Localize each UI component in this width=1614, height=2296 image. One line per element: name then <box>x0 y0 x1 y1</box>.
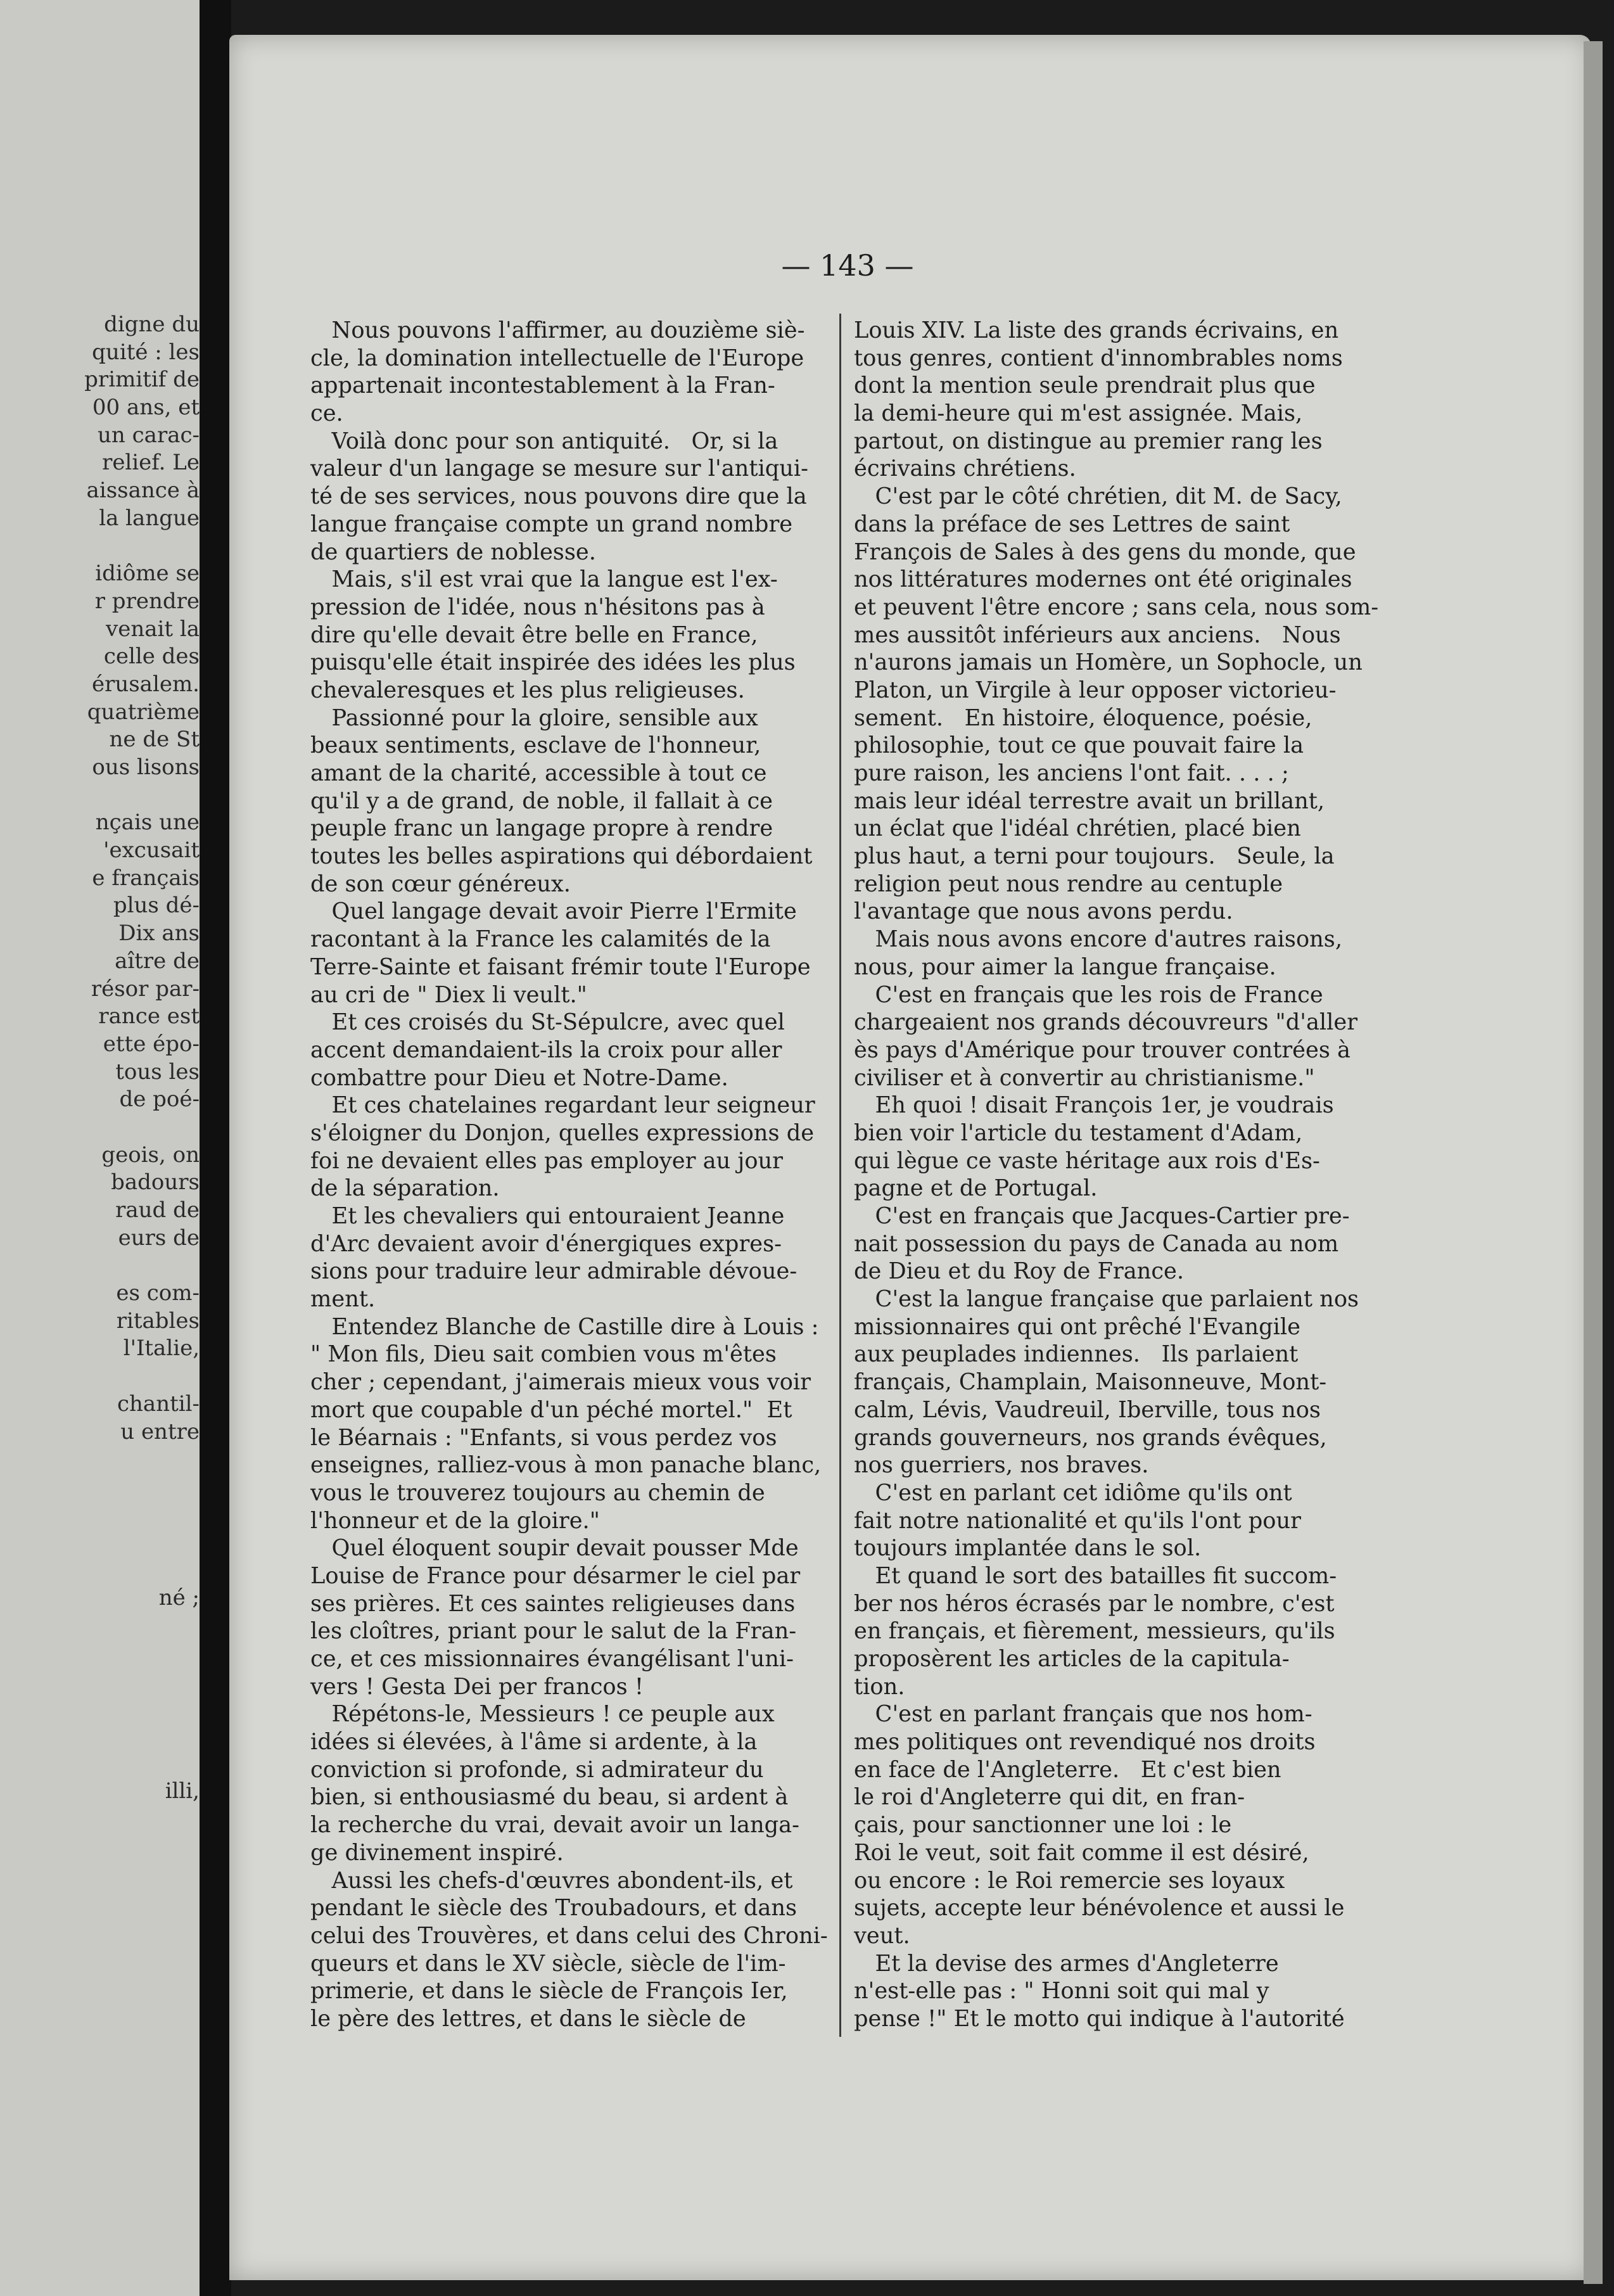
text-line: n'est-elle pas : " Honni soit qui mal y <box>854 1978 1269 2005</box>
text-line: Platon, un Virgile à leur opposer victorieu- <box>854 677 1337 703</box>
text-line: C'est la langue française que parlaient nos <box>854 1286 1359 1313</box>
fragment-line: r prendre <box>94 588 200 614</box>
text-line: Et ces chatelaines regardant leur seigneur <box>310 1092 815 1119</box>
fragment-line <box>0 1611 200 1639</box>
text-line: nait possession du pays de Canada au nom <box>854 1230 1339 1257</box>
text-line: ce. <box>310 400 343 427</box>
text-line: accent demandaient-ils la croix pour aller <box>310 1036 782 1063</box>
text-line: vous le trouverez toujours au chemin de <box>310 1479 765 1506</box>
text-line: langue française compte un grand nombre <box>310 511 793 537</box>
fragment-line: de poé- <box>119 1087 200 1113</box>
text-line: au cri de " Diex li veult." <box>310 981 587 1008</box>
fragment-line: celle des <box>103 644 200 670</box>
fragment-line: chantil- <box>117 1391 200 1417</box>
text-line: cher ; cependant, j'aimerais mieux vous voir <box>310 1369 811 1396</box>
text-line: philosophie, tout ce que pouvait faire la <box>854 732 1304 759</box>
text-line: Répétons-le, Messieurs ! ce peuple aux <box>310 1701 775 1728</box>
fragment-line: venait la <box>106 616 200 642</box>
fragment-line <box>0 1667 200 1695</box>
text-line: missionnaires qui ont prêché l'Evangile <box>854 1313 1300 1340</box>
text-line: fait notre nationalité et qu'ils l'ont pour <box>854 1507 1301 1534</box>
fragment-line <box>0 1556 200 1584</box>
fragment-line: ette épo- <box>103 1031 200 1057</box>
text-line: d'Arc devaient avoir d'énergiques expres- <box>310 1230 782 1257</box>
text-line: Et la devise des armes d'Angleterre <box>854 1950 1279 1977</box>
fragment-line: résor par- <box>91 976 200 1002</box>
text-line: C'est en français que Jacques-Cartier pre- <box>854 1203 1350 1229</box>
text-line: de son cœur généreux. <box>310 871 571 897</box>
fragment-line: Dix ans <box>118 921 200 947</box>
text-line: la demi-heure qui m'est assignée. Mais, <box>854 400 1303 427</box>
text-line: le père des lettres, et dans le siècle de <box>310 2005 746 2032</box>
text-line: mort que coupable d'un péché mortel." Et <box>310 1396 792 1423</box>
text-line: Eh quoi ! disait François 1er, je voudrais <box>854 1092 1334 1119</box>
text-line: té de ses services, nous pouvons dire que la <box>310 483 807 510</box>
fragment-line: ous lisons <box>92 755 200 780</box>
text-line: C'est par le côté chrétien, dit M. de Sacy, <box>854 483 1342 510</box>
fragment-line: 00 ans, et <box>92 395 200 421</box>
fragment-line: tous les <box>115 1059 200 1085</box>
text-line: qui lègue ce vaste héritage aux rois d'Es- <box>854 1147 1320 1174</box>
fragment-line: né ; <box>158 1585 200 1610</box>
text-line: vers ! Gesta Dei per francos ! <box>310 1673 644 1700</box>
fragment-line <box>0 1251 200 1279</box>
text-line: enseignes, ralliez-vous à mon panache blanc, <box>310 1452 822 1479</box>
page-edge-shadow <box>1584 41 1603 2284</box>
text-line: racontant à la France les calamités de la <box>310 926 771 953</box>
text-line: Voilà donc pour son antiquité. Or, si la <box>310 428 778 454</box>
fragment-line: ne de St <box>109 727 200 753</box>
text-line: sions pour traduire leur admirable dévoue- <box>310 1258 797 1285</box>
text-line: l'honneur et de la gloire." <box>310 1507 600 1534</box>
text-line: ce, et ces missionnaires évangélisant l'uni- <box>310 1646 794 1672</box>
text-line: chargeaient nos grands découvreurs "d'aller <box>854 1009 1358 1036</box>
page-number: — 143 — <box>781 248 914 283</box>
fragment-line: aissance à <box>86 478 200 504</box>
text-line: C'est en parlant cet idiôme qu'ils ont <box>854 1479 1292 1506</box>
text-line: bien, si enthousiasmé du beau, si ardent à <box>310 1784 789 1811</box>
text-line: dont la mention seule prendrait plus que <box>854 373 1316 399</box>
fragment-line: u entre <box>120 1419 200 1445</box>
fragment-line <box>0 1750 200 1778</box>
text-line: C'est en français que les rois de France <box>854 981 1323 1008</box>
fragment-line <box>0 1113 200 1141</box>
text-line: écrivains chrétiens. <box>854 456 1076 482</box>
text-line: ses prières. Et ces saintes religieuses dans <box>310 1590 796 1617</box>
text-line: et peuvent l'être encore ; sans cela, nous som- <box>854 594 1379 620</box>
fragment-line: nçais une <box>95 810 200 836</box>
text-line: Et les chevaliers qui entouraient Jeanne <box>310 1203 785 1229</box>
fragment-line: es com- <box>116 1280 200 1306</box>
text-line: de quartiers de noblesse. <box>310 539 596 565</box>
fragment-line: plus dé- <box>113 893 200 919</box>
text-line: beaux sentiments, esclave de l'honneur, <box>310 732 761 759</box>
text-line: Quel langage devait avoir Pierre l'Ermite <box>310 898 797 925</box>
text-line: les cloîtres, priant pour le salut de la Fran- <box>310 1618 797 1645</box>
text-line: Roi le veut, soit fait comme il est désiré, <box>854 1839 1309 1866</box>
fragment-line: raud de <box>115 1197 200 1223</box>
text-line: nos littératures modernes ont été originales <box>854 566 1352 593</box>
text-line: calm, Lévis, Vaudreuil, Iberville, tous nos <box>854 1396 1321 1423</box>
text-line: mes aussitôt inférieurs aux anciens. Nous <box>854 622 1341 648</box>
text-line: primerie, et dans le siècle de François Ier, <box>310 1978 788 2005</box>
fragment-line <box>0 1639 200 1667</box>
text-line: qu'il y a de grand, de noble, il fallait à ce <box>310 788 773 814</box>
fragment-line: badours <box>111 1170 200 1196</box>
text-line: français, Champlain, Maisonneuve, Mont- <box>854 1369 1327 1396</box>
text-line: de la séparation. <box>310 1175 500 1202</box>
text-line: celui des Trouvères, et dans celui des Chroni- <box>310 1922 828 1949</box>
text-line: pense !" Et le motto qui indique à l'autorité <box>854 2005 1345 2032</box>
fragment-line <box>0 1694 200 1722</box>
text-line: de Dieu et du Roy de France. <box>854 1258 1185 1285</box>
fragment-line: e français <box>92 865 200 891</box>
fragment-line: digne du <box>104 312 200 337</box>
text-line: sujets, accepte leur bénévolence et aussi le <box>854 1895 1345 1922</box>
previous-page-edge <box>0 0 209 2296</box>
text-line: grands gouverneurs, nos grands évêques, <box>854 1424 1327 1451</box>
fragment-line: quité : les <box>92 339 200 365</box>
text-line: plus haut, a terni pour toujours. Seule, la <box>854 843 1335 870</box>
text-line: sement. En histoire, éloquence, poésie, <box>854 705 1312 731</box>
fragment-line <box>0 1722 200 1750</box>
fragment-line <box>0 1473 200 1501</box>
text-line: appartenait incontestablement à la Fran- <box>310 373 775 399</box>
text-line: ou encore : le Roi remercie ses loyaux <box>854 1867 1285 1894</box>
text-line: " Mon fils, Dieu sait combien vous m'êtes <box>310 1341 777 1368</box>
fragment-line: 'excusait <box>103 838 200 864</box>
text-line: Entendez Blanche de Castille dire à Louis : <box>310 1313 819 1340</box>
text-line: Quel éloquent soupir devait pousser Mde <box>310 1535 799 1562</box>
text-line: tous genres, contient d'innombrables noms <box>854 345 1343 371</box>
text-line: foi ne devaient elles pas employer au jour <box>310 1147 783 1174</box>
text-line: nous, pour aimer la langue française. <box>854 953 1276 980</box>
text-line: aux peuplades indiennes. Ils parlaient <box>854 1341 1299 1368</box>
text-line: l'avantage que nous avons perdu. <box>854 898 1233 925</box>
text-line: ment. <box>310 1286 376 1313</box>
right-text-column <box>854 317 1380 2033</box>
fragment-line: l'Italie, <box>123 1336 200 1362</box>
text-line: veut. <box>854 1922 910 1949</box>
text-line: religion peut nous rendre au centuple <box>854 871 1283 897</box>
text-line: Terre-Sainte et faisant frémir toute l'Europe <box>310 953 811 980</box>
text-line: pendant le siècle des Troubadours, et dans <box>310 1895 797 1922</box>
fragment-line: primitif de <box>84 367 200 393</box>
text-line: pression de l'idée, nous n'hésitons pas à <box>310 594 765 620</box>
text-line: ge divinement inspiré. <box>310 1839 564 1866</box>
fragment-line: érusalem. <box>91 671 200 697</box>
text-line: pure raison, les anciens l'ont fait. . . . ; <box>854 760 1289 786</box>
text-line: dire qu'elle devait être belle en France, <box>310 622 758 648</box>
fragment-line: illi, <box>165 1778 200 1804</box>
text-line: Et ces croisés du St-Sépulcre, avec quel <box>310 1009 785 1036</box>
text-line: dans la préface de ses Lettres de saint <box>854 511 1290 537</box>
fragment-line <box>0 532 200 560</box>
text-line: amant de la charité, accessible à tout ce <box>310 760 767 786</box>
text-line: Nous pouvons l'affirmer, au douzième siè- <box>310 317 805 343</box>
fragment-line: relief. Le <box>102 450 200 476</box>
text-line: Mais nous avons encore d'autres raisons, <box>854 926 1343 953</box>
fragment-line: un carac- <box>98 422 200 448</box>
column-divider <box>839 314 841 2037</box>
text-line: nos guerriers, nos braves. <box>854 1452 1149 1479</box>
text-line: le Béarnais : "Enfants, si vous perdez vos <box>310 1424 777 1451</box>
text-line: n'aurons jamais un Homère, un Sophocle, un <box>854 649 1363 676</box>
text-line: Aussi les chefs-d'œuvres abondent-ils, et <box>310 1867 793 1894</box>
text-line: ber nos héros écrasés par le nombre, c'est <box>854 1590 1335 1617</box>
text-line: puisqu'elle était inspirée des idées les plus <box>310 649 796 676</box>
fragment-line <box>0 1445 200 1473</box>
text-line: la recherche du vrai, devait avoir un langa- <box>310 1812 800 1839</box>
fragment-line: quatrième <box>87 699 200 725</box>
text-line: en français, et fièrement, messieurs, qu'ils <box>854 1618 1335 1645</box>
previous-page-text-fragment <box>0 310 200 1805</box>
fragment-line: la langue <box>99 505 200 531</box>
text-line: queurs et dans le XV siècle, siècle de l'im- <box>310 1950 786 1977</box>
left-text-column <box>310 317 827 2033</box>
text-line: Passionné pour la gloire, sensible aux <box>310 705 758 731</box>
text-line: bien voir l'article du testament d'Adam, <box>854 1119 1303 1146</box>
text-line: Louis XIV. La liste des grands écrivains, en <box>854 317 1339 343</box>
fragment-line: ritables <box>116 1308 200 1334</box>
text-line: chevaleresques et les plus religieuses. <box>310 677 745 703</box>
text-line: valeur d'un langage se mesure sur l'antiqui- <box>310 456 809 482</box>
text-line: Mais, s'il est vrai que la langue est l'ex- <box>310 566 778 593</box>
fragment-line <box>0 1501 200 1529</box>
text-line: cle, la domination intellectuelle de l'Europe <box>310 345 804 371</box>
text-line: François de Sales à des gens du monde, que <box>854 539 1356 565</box>
text-line: pagne et de Portugal. <box>854 1175 1098 1202</box>
text-line: s'éloigner du Donjon, quelles expressions de <box>310 1119 815 1146</box>
text-line: toujours implantée dans le sol. <box>854 1535 1202 1562</box>
text-line: mais leur idéal terrestre avait un brillant, <box>854 788 1325 814</box>
text-line: peuple franc un langage propre à rendre <box>310 815 773 842</box>
fragment-line: idiôme se <box>95 561 200 587</box>
fragment-line: eurs de <box>118 1225 200 1251</box>
text-line: mes politiques ont revendiqué nos droits <box>854 1729 1316 1756</box>
text-line: combattre pour Dieu et Notre-Dame. <box>310 1064 728 1091</box>
fragment-line: geois, on <box>101 1142 200 1168</box>
text-line: civiliser et à convertir au christianisme." <box>854 1064 1315 1091</box>
fragment-line: rance est <box>98 1004 200 1030</box>
text-line: C'est en parlant français que nos hom- <box>854 1701 1312 1728</box>
book-gutter <box>200 0 231 2296</box>
fragment-line: aître de <box>115 948 200 974</box>
fragment-line <box>0 1528 200 1556</box>
text-line: idées si élevées, à l'âme si ardente, à la <box>310 1729 758 1756</box>
text-line: Louise de France pour désarmer le ciel par <box>310 1562 801 1589</box>
fragment-line <box>0 781 200 809</box>
fragment-line <box>0 1362 200 1390</box>
text-line: conviction si profonde, si admirateur du <box>310 1756 764 1783</box>
text-line: le roi d'Angleterre qui dit, en fran- <box>854 1784 1245 1811</box>
text-line: toutes les belles aspirations qui débordaient <box>310 843 813 870</box>
text-line: Et quand le sort des batailles fit succom- <box>854 1562 1337 1589</box>
text-line: partout, on distingue au premier rang les <box>854 428 1323 454</box>
text-line: en face de l'Angleterre. Et c'est bien <box>854 1756 1281 1783</box>
text-line: proposèrent les articles de la capitula- <box>854 1646 1290 1672</box>
text-line: ès pays d'Amérique pour trouver contrées à <box>854 1036 1351 1063</box>
text-line: çais, pour sanctionner une loi : le <box>854 1812 1232 1839</box>
text-line: un éclat que l'idéal chrétien, placé bien <box>854 815 1301 842</box>
text-line: tion. <box>854 1673 905 1700</box>
